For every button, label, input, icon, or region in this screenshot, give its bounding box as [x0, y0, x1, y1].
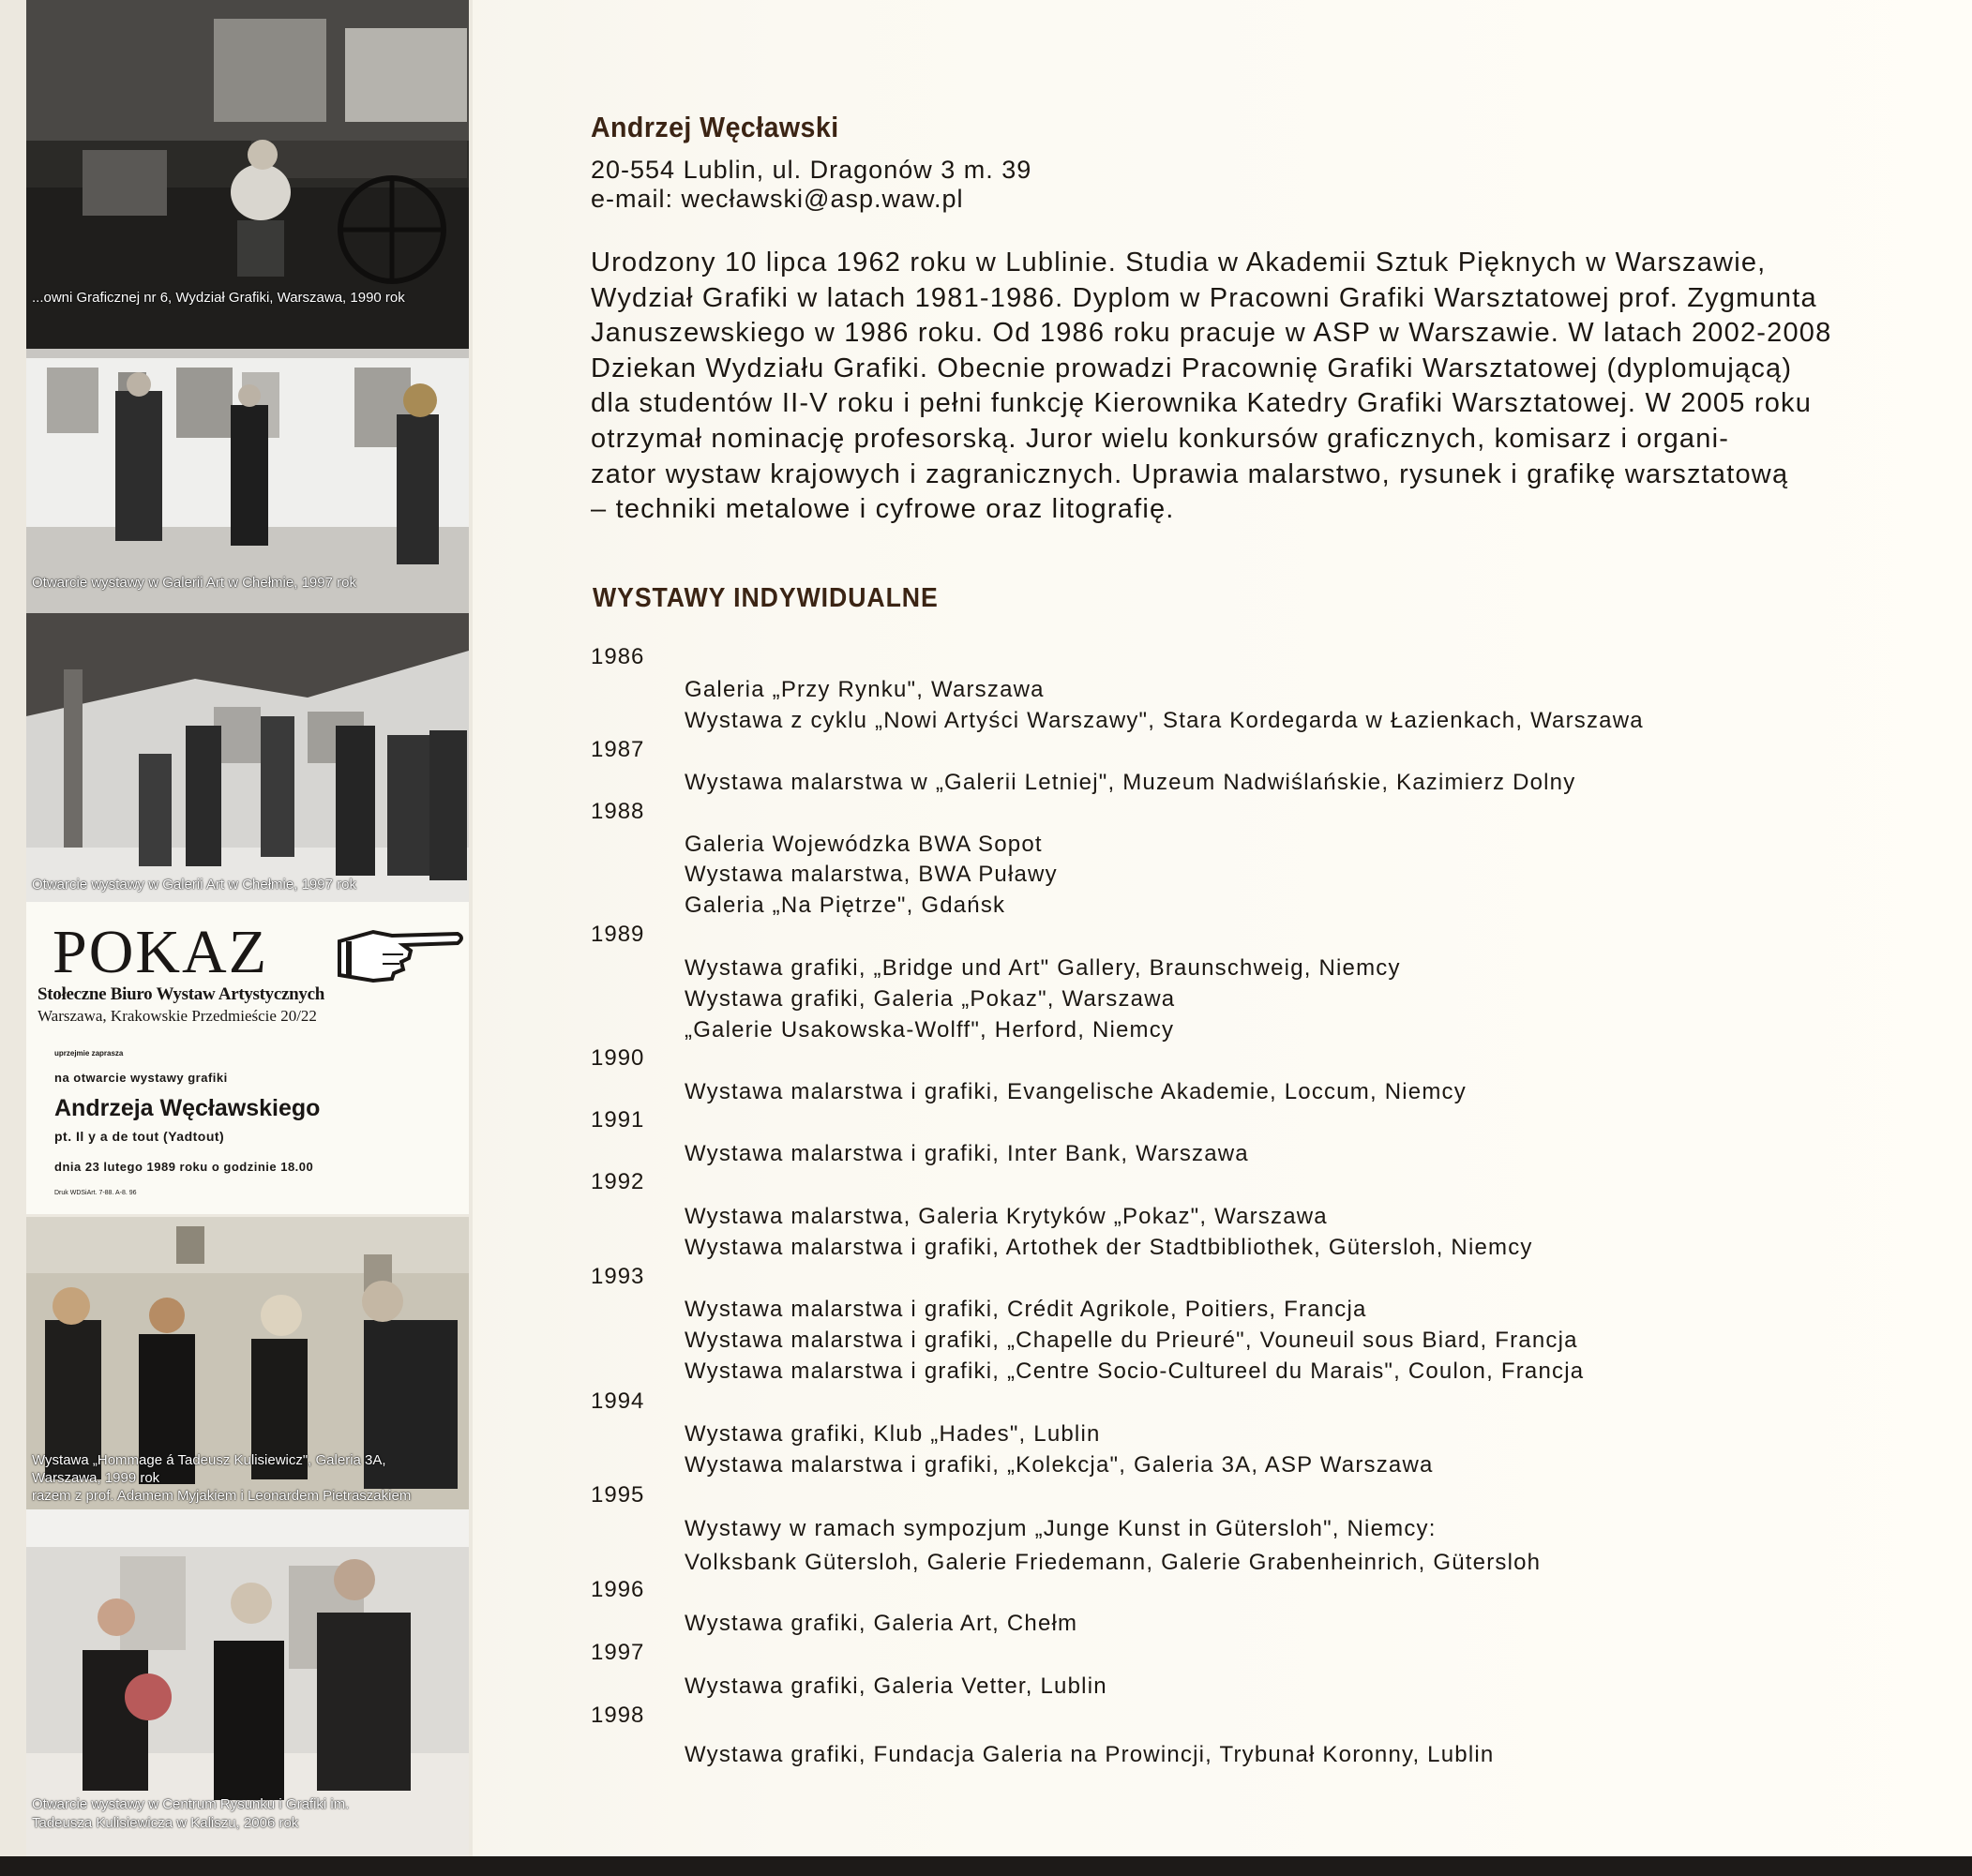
exhibition-year: 1989 — [591, 922, 645, 947]
exhibition-entry: Wystawa malarstwa i grafiki, Crédit Agrikole, Poitiers, Francja — [685, 1297, 1367, 1322]
exhibition-year: 1993 — [591, 1264, 645, 1289]
exhibition-entry: Wystawa grafiki, „Bridge und Art" Gallery, Braunschweig, Niemcy — [685, 955, 1401, 981]
exhibition-entry: Galeria Wojewódzka BWA Sopot — [685, 832, 1043, 857]
bio-line: Wydział Grafiki w latach 1981-1986. Dyplom w Pracowni Grafiki Warsztatowej prof. Zygmunta — [591, 282, 1817, 313]
pointing-hand-icon — [336, 913, 467, 998]
photo-hommage-exhibition — [26, 1217, 469, 1509]
exhibition-entry: Wystawa malarstwa, BWA Puławy — [685, 862, 1058, 887]
invitation-date: dnia 23 lutego 1989 roku o godzinie 18.00 — [54, 1160, 314, 1174]
exhibition-entry: Wystawa malarstwa i grafiki, „Kolekcja", Galeria 3A, ASP Warszawa — [685, 1452, 1434, 1478]
photo-caption: ...owni Graficznej nr 6, Wydział Grafiki, Warszawa, 1990 rok — [32, 290, 405, 306]
exhibition-year: 1997 — [591, 1640, 645, 1665]
exhibition-year: 1992 — [591, 1169, 645, 1194]
exhibition-entry: Wystawa malarstwa w „Galerii Letniej", Muzeum Nadwiślańskie, Kazimierz Dolny — [685, 770, 1576, 795]
photo-column — [0, 0, 473, 1856]
exhibition-year: 1996 — [591, 1577, 645, 1602]
invitation-intro: uprzejmie zaprasza — [54, 1049, 124, 1058]
exhibition-year: 1994 — [591, 1388, 645, 1414]
artist-email: e-mail: wecławski@asp.waw.pl — [591, 185, 964, 213]
bio-line: otrzymał nominację profesorską. Juror wielu konkursów graficznych, komisarz i organi- — [591, 423, 1730, 454]
exhibition-entry: Wystawa grafiki, Klub „Hades", Lublin — [685, 1421, 1101, 1447]
exhibition-entry: Galeria „Na Piętrze", Gdańsk — [685, 893, 1006, 918]
exhibition-year: 1998 — [591, 1703, 645, 1728]
exhibition-year: 1986 — [591, 644, 645, 669]
exhibition-entry: Wystawa malarstwa i grafiki, Inter Bank, Warszawa — [685, 1141, 1249, 1166]
photo-caption-line: Warszawa, 1999 rok — [32, 1470, 160, 1486]
bio-line: zator wystaw krajowych i zagranicznych. Uprawia malarstwo, rysunek i grafikę warsztatową — [591, 458, 1789, 489]
exhibition-year: 1991 — [591, 1107, 645, 1133]
photo-workshop — [26, 0, 469, 349]
photo-gallery-opening-2 — [26, 613, 469, 902]
invitation-pokaz-title: POKAZ — [53, 918, 269, 986]
invitation-line: na otwarcie wystawy grafiki — [54, 1071, 228, 1085]
exhibition-entry: Wystawa malarstwa i grafiki, „Chapelle du Prieuré", Vouneuil sous Biard, Francja — [685, 1328, 1578, 1353]
exhibition-entry: Wystawa grafiki, Fundacja Galeria na Prowincji, Trybunał Koronny, Lublin — [685, 1742, 1495, 1767]
bio-line: – techniki metalowe i cyfrowe oraz litografię. — [591, 494, 1175, 525]
invitation-print-note: Druk WDSiArt. 7-88. A-8. 96 — [54, 1190, 137, 1196]
invitation-address: Warszawa, Krakowskie Przedmieście 20/22 — [38, 1007, 317, 1025]
exhibition-entry: Wystawa malarstwa i grafiki, „Centre Socio-Cultureel du Marais", Coulon, Francja — [685, 1358, 1585, 1384]
invitation-card — [26, 902, 469, 1214]
exhibition-entry: Wystawy w ramach sympozjum „Junge Kunst in Gütersloh", Niemcy: — [685, 1516, 1437, 1541]
exhibition-entry: Wystawa z cyklu „Nowi Artyści Warszawy", Stara Kordegarda w Łazienkach, Warszawa — [685, 708, 1644, 733]
section-title-exhibitions: WYSTAWY INDYWIDUALNE — [593, 583, 939, 613]
photo-caption-line: Tadeusza Kulisiewicza w Kaliszu, 2006 rok — [32, 1815, 299, 1831]
photo-caption-line: Otwarcie wystawy w Centrum Rysunku i Grafiki im. — [32, 1796, 350, 1812]
invitation-show-title: pt. Il y a de tout (Yadtout) — [54, 1129, 225, 1144]
exhibition-entry: Wystawa grafiki, Galeria Vetter, Lublin — [685, 1673, 1107, 1699]
artist-name: Andrzej Węcławski — [591, 111, 839, 143]
bio-line: Dziekan Wydziału Grafiki. Obecnie prowadzi Pracownię Grafiki Warsztatowej (dyplomującą) — [591, 353, 1793, 383]
exhibition-year: 1990 — [591, 1045, 645, 1071]
invitation-artist-name: Andrzeja Węcławskiego — [54, 1095, 321, 1121]
biography — [591, 246, 1952, 528]
invitation-organization: Stołeczne Biuro Wystaw Artystycznych — [38, 984, 325, 1004]
photo-caption-line: Wystawa „Hommage á Tadeusz Kulisiewicz", Galeria 3A, — [32, 1452, 386, 1468]
photo-caption: Otwarcie wystawy w Galerii Art w Chełmie, 1997 rok — [32, 575, 356, 591]
photo-kalisz-opening — [26, 1509, 469, 1856]
exhibition-entry: Wystawa malarstwa i grafiki, Artothek der Stadtbibliothek, Gütersloh, Niemcy — [685, 1235, 1533, 1260]
bottom-edge — [0, 1856, 1972, 1876]
photo-gallery-opening-1 — [26, 349, 469, 613]
bio-line: dla studentów II-V roku i pełni funkcję Kierownika Katedry Grafiki Warsztatowej. W 2005 roku — [591, 388, 1813, 419]
exhibition-entry: Wystawa grafiki, Galeria „Pokaz", Warszawa — [685, 986, 1176, 1012]
exhibition-entry: Wystawa malarstwa, Galeria Krytyków „Pokaz", Warszawa — [685, 1204, 1328, 1229]
bio-line: Urodzony 10 lipca 1962 roku w Lublinie. Studia w Akademii Sztuk Pięknych w Warszawie, — [591, 248, 1767, 278]
exhibition-year: 1988 — [591, 799, 645, 824]
exhibition-year: 1987 — [591, 737, 645, 762]
photo-caption: Otwarcie wystawy w Galerii Art w Chełmie, 1997 rok — [32, 877, 356, 893]
exhibition-entry: Wystawa malarstwa i grafiki, Evangelische Akademie, Loccum, Niemcy — [685, 1079, 1467, 1104]
exhibition-year: 1995 — [591, 1482, 645, 1508]
exhibition-entry: „Galerie Usakowska-Wolff", Herford, Niemcy — [685, 1017, 1175, 1043]
exhibition-entry: Volksbank Gütersloh, Galerie Friedemann, Galerie Grabenheinrich, Gütersloh — [685, 1550, 1542, 1575]
exhibition-entry: Galeria „Przy Rynku", Warszawa — [685, 677, 1045, 702]
bio-line: Januszewskiego w 1986 roku. Od 1986 roku pracuje w ASP w Warszawie. W latach 2002-2008 — [591, 318, 1832, 349]
photo-caption-line: razem z prof. Adamem Myjakiem i Leonardem Pietraszakiem — [32, 1488, 412, 1504]
exhibition-entry: Wystawa grafiki, Galeria Art, Chełm — [685, 1611, 1078, 1636]
artist-address: 20-554 Lublin, ul. Dragonów 3 m. 39 — [591, 156, 1032, 184]
